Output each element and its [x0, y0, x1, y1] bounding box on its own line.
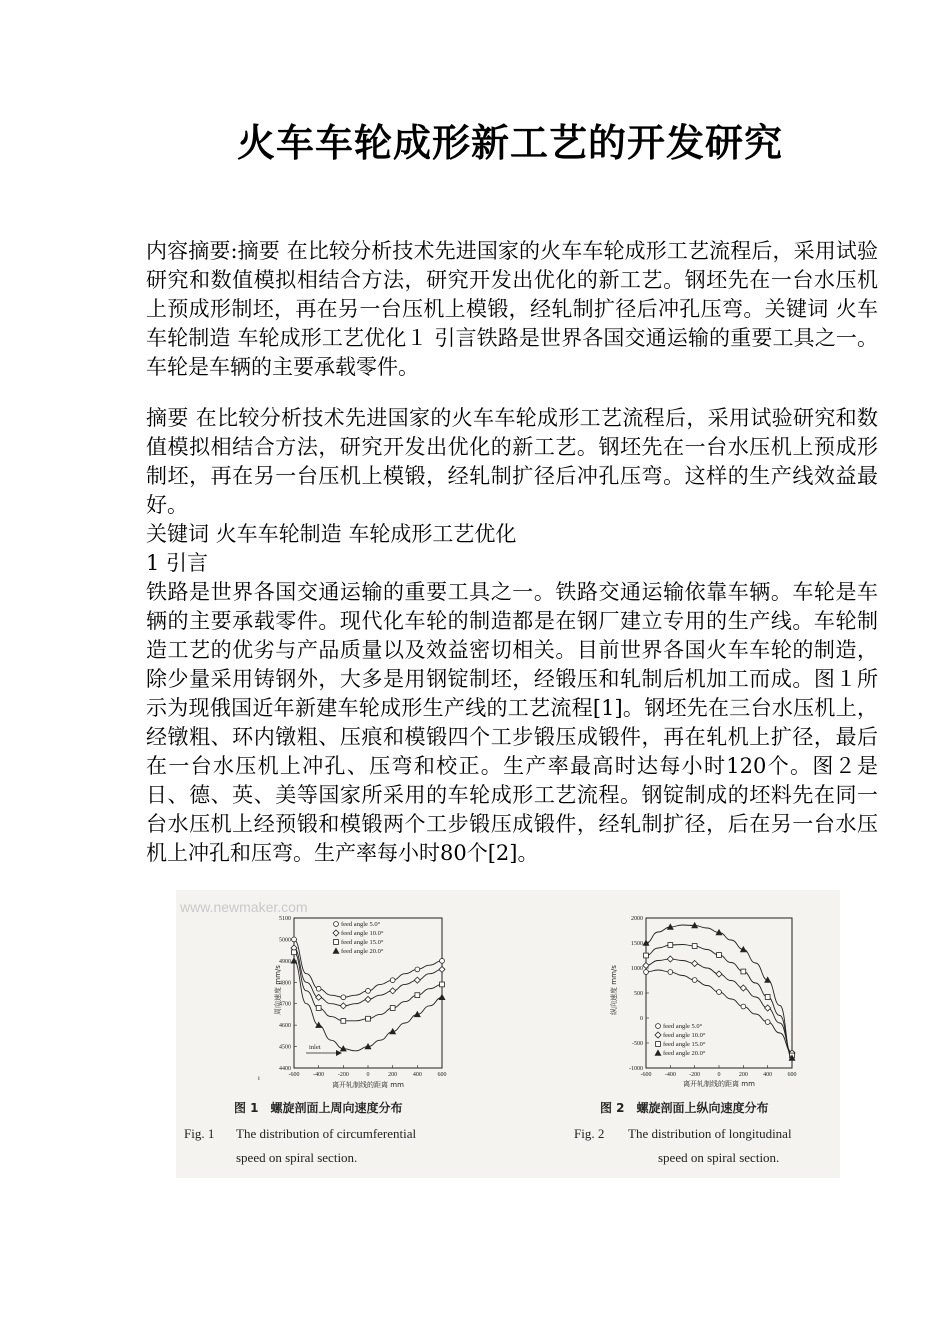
fig2-ytick-label: -1000 — [629, 1066, 643, 1072]
fig1-ytick-label: 4800 — [279, 980, 291, 987]
abstract-paragraph: 摘要 在比较分析技术先进国家的火车车轮成形工艺流程后，采用试验研究和数值模拟相结合方法，研究开发出优化的新工艺。钢坯先在一台水压机上预成形制坯，再在另一台压机上模锻，经轧制扩径后冲孔压弯。这样的生产线效益最好。 — [146, 406, 878, 517]
fig1-data-point — [340, 1003, 346, 1009]
fig2-legend-marker — [656, 1042, 661, 1047]
fig1-legend-label: feed angle 10.0° — [341, 930, 384, 937]
fig2-legend-label: feed angle 5.0° — [663, 1023, 703, 1030]
figure-svg — [176, 890, 840, 1178]
fig2-xtick-label: -200 — [689, 1072, 701, 1078]
fig2-data-point — [643, 963, 649, 969]
fig2-data-point — [668, 943, 673, 948]
fig1-xtick-label: -400 — [313, 1072, 325, 1078]
fig1-data-point — [292, 937, 297, 942]
fig2-data-point — [644, 970, 649, 975]
fig1-legend — [333, 921, 384, 955]
fig1-data-point — [440, 982, 445, 987]
keywords-line: 关键词 火车车轮制造 车轮成形工艺优化 — [146, 522, 517, 546]
fig1-legend-marker — [333, 948, 339, 953]
fig2-series-group — [643, 923, 795, 1061]
fig2-ytick-label: -500 — [632, 1041, 643, 1047]
fig1-caption-cn: 图 1 螺旋剖面上周向速度分布 — [234, 1101, 403, 1115]
fig2-ytick-label: 1000 — [631, 966, 643, 972]
fig2-xtick-label: 0 — [717, 1072, 721, 1078]
fig2-legend-marker — [656, 1024, 661, 1029]
fig2-data-point — [717, 953, 722, 958]
fig1-legend-marker — [334, 940, 339, 945]
fig1-caption-en-line1: The distribution of circumferential — [236, 1126, 417, 1141]
fig2-data-point — [765, 977, 771, 982]
fig2-caption-en-label: Fig. 2 — [574, 1126, 605, 1141]
fig1-data-point — [390, 988, 396, 994]
fig1-data-point — [316, 986, 321, 991]
fig1-data-point — [390, 1006, 395, 1011]
fig2-ytick-label: 500 — [634, 991, 643, 997]
fig2-x-ticks — [641, 1065, 797, 1078]
fig2-data-point — [741, 1004, 746, 1009]
fig1-legend-label: feed angle 5.0° — [341, 921, 381, 928]
fig2-legend-label: feed angle 20.0° — [663, 1050, 706, 1057]
fig2-data-point — [717, 990, 722, 995]
document-title: 火车车轮成形新工艺的开发研究 — [236, 121, 783, 165]
fig1-legend-marker — [334, 922, 339, 927]
fig1-xtick-label: -200 — [337, 1072, 349, 1078]
fig2-y-axis-label: 纵向速度 mm/s — [610, 965, 618, 1015]
fig1-data-point — [291, 958, 297, 963]
fig1-data-point — [341, 995, 346, 1000]
fig1-caption-en-line2: speed on spiral section. — [236, 1150, 358, 1165]
fig2-legend-label: feed angle 10.0° — [663, 1032, 706, 1039]
fig2-legend-label: feed angle 15.0° — [663, 1041, 706, 1048]
fig1-y-axis-label: 周向速度 mm/s — [274, 965, 282, 1015]
fig1-data-point — [415, 993, 420, 998]
fig2-legend-marker — [655, 1032, 661, 1038]
fig1-data-point — [292, 950, 297, 955]
section-heading-intro: 1 引言 — [146, 551, 209, 575]
fig2-data-point — [765, 995, 770, 1000]
fig1-xtick-label: 600 — [437, 1072, 447, 1078]
fig2-caption-cn: 图 2 螺旋剖面上纵向速度分布 — [600, 1101, 769, 1115]
fig1-legend-label: feed angle 20.0° — [341, 948, 384, 955]
fig1-ytick-label: 5000 — [279, 937, 291, 944]
fig2-ytick-label: 1500 — [631, 941, 643, 947]
fig1-ytick-label: 4700 — [279, 1001, 291, 1008]
fig1-data-point — [440, 958, 445, 963]
fig2-ytick-label: 2000 — [631, 916, 643, 922]
fig2-caption-en-line1: The distribution of longitudinal — [628, 1126, 792, 1141]
fig2-data-point — [692, 961, 698, 967]
fig2-xtick-label: 400 — [763, 1072, 773, 1078]
fig1-ytick-label: 4500 — [279, 1044, 291, 1051]
fig2-xtick-label: -400 — [664, 1072, 676, 1078]
fig1-ytick-label: 4400 — [279, 1066, 291, 1072]
fig2-data-point — [644, 953, 649, 958]
fig1-xtick-label: -600 — [288, 1072, 300, 1078]
fig2-x-axis-label: 离开轧制线的距离 mm — [683, 1080, 755, 1088]
fig2-data-point — [765, 1005, 771, 1011]
fig1-data-point — [439, 994, 445, 999]
body-paragraph: 铁路是世界各国交通运输的重要工具之一。铁路交通运输依靠车辆。车轮是车辆的主要承载零件。现代化车轮的制造都是在钢厂建立专用的生产线。车轮制造工艺的优劣与产品质量以及效益密切相关。目前世界各国火车车轮的制造，除少量采用铸钢外，大多是用钢锭制坯，经锻压和轧制后机加工而成。图１所示为现俄国近年新建车轮成形生产线的工艺流程[1]。钢坯先在三台水压机上，经镦粗、环内镦粗、压痕和模锻四个工步锻压成锻件，再在轧机上扩径，最后在一台水压机上冲孔、压弯和校正。生产率最高时达每小时120个。图２是日、德、英、美等国家所采用的车轮成形工艺流程。钢锭制成的坯料先在同一台水压机上经预锻和模锻两个工步锻压成锻件，经轧制扩径，后在另一台水压机上冲孔和压弯。生产率每小时80个[2]。 — [146, 580, 878, 865]
fig1-data-point — [366, 1016, 371, 1021]
fig1-ytick-label: 4600 — [279, 1023, 291, 1030]
watermark-text: www.newmaker.com — [180, 899, 308, 915]
figure-panel — [176, 890, 840, 1178]
fig1-data-point — [316, 1006, 321, 1011]
fig2-caption-en-line2: speed on spiral section. — [658, 1150, 780, 1165]
fig2-data-point — [692, 978, 697, 983]
fig1-ytick-label: 5100 — [279, 916, 291, 922]
fig1-data-point — [316, 1022, 322, 1027]
fig2-data-point — [668, 970, 673, 975]
fig1-legend-label: feed angle 15.0° — [341, 939, 384, 946]
fig1-ytick-label: 4900 — [279, 958, 291, 965]
fig2-xtick-label: 200 — [738, 1072, 748, 1078]
fig1-x-ticks — [289, 1065, 447, 1078]
fig1-data-point — [341, 1018, 346, 1023]
abstract-summary: 内容摘要:摘要 在比较分析技术先进国家的火车车轮成形工艺流程后，采用试验研究和数值模拟相结合方法，研究开发出优化的新工艺。钢坯先在一台水压机上预成形制坯，再在另一台压机上模锻，经轧制扩径后冲孔压弯。关键词 火车车轮制造 车轮成形工艺优化１ 引言铁路是世界各国交通运输的重要工具之一。车轮是车辆的主要承载零件。 — [146, 239, 878, 379]
fig1-data-point — [390, 978, 395, 983]
fig2-legend — [655, 1023, 706, 1057]
fig1-data-point — [366, 988, 371, 993]
fig2-data-point — [667, 956, 673, 962]
fig2-data-point — [741, 969, 746, 974]
fig1-data-point — [439, 966, 445, 972]
fig2-ytick-label: 0 — [640, 1016, 643, 1022]
fig1-inlet-label: inlet — [309, 1044, 321, 1051]
fig1-caption-en-label: Fig. 1 — [184, 1126, 215, 1141]
fig1-data-point — [316, 994, 322, 1000]
fig2-xtick-label: -600 — [640, 1072, 652, 1078]
fig1-data-point — [415, 967, 420, 972]
fig2-data-point — [740, 985, 746, 991]
fig1-data-point — [365, 996, 371, 1002]
fig1-xtick-label: 400 — [412, 1072, 422, 1078]
fig2-xtick-label: 600 — [787, 1072, 797, 1078]
fig1-legend-marker — [333, 930, 339, 936]
fig2-data-point — [692, 944, 697, 949]
fig2-data-point — [765, 1020, 770, 1025]
fig1-x-axis-label: 离开轧制线的距离 mm — [332, 1081, 404, 1089]
fig1-xtick-label: 200 — [388, 1072, 398, 1078]
fig1-corner-mark: i — [258, 1075, 260, 1082]
fig2-data-point — [716, 971, 722, 977]
fig1-xtick-label: 0 — [366, 1072, 370, 1078]
fig2-legend-marker — [655, 1050, 661, 1055]
fig1-data-point — [414, 977, 420, 983]
